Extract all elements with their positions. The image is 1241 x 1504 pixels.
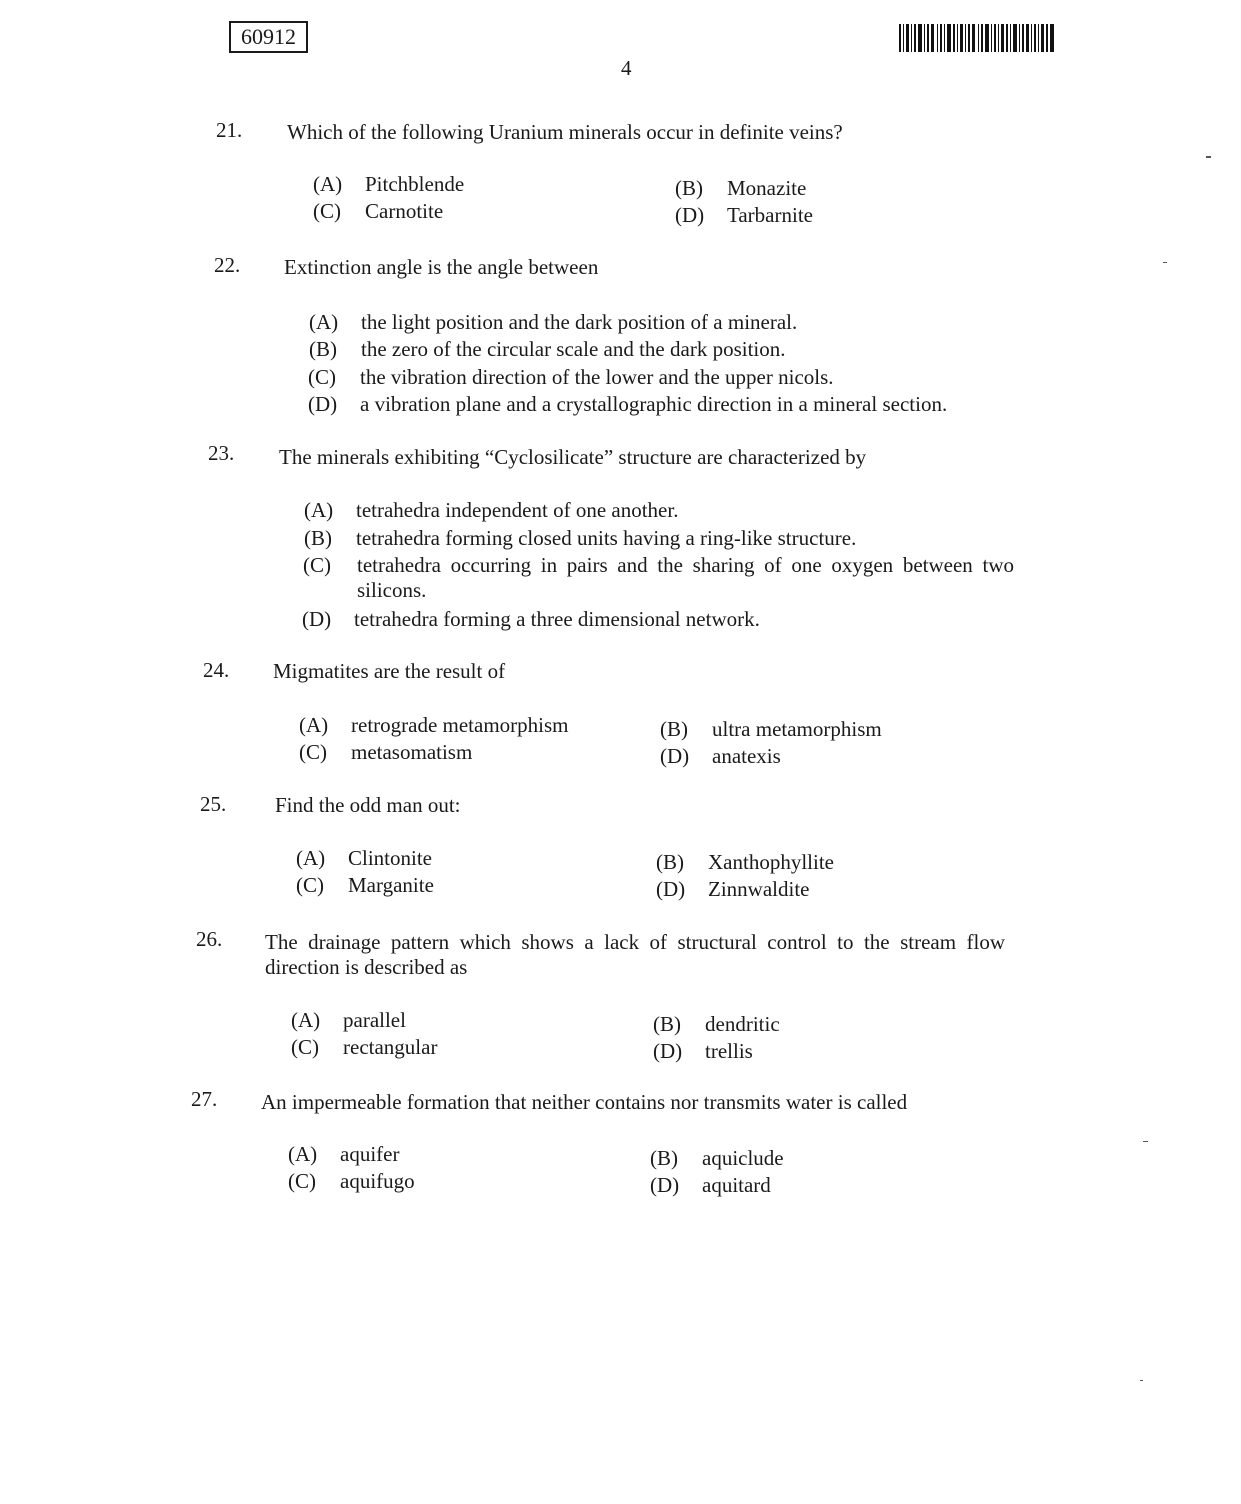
option-d: (D) Zinnwaldite xyxy=(656,877,810,901)
option-d: (D) aquitard xyxy=(650,1173,771,1197)
scan-speck xyxy=(1163,262,1167,263)
option-b: (B) Monazite xyxy=(675,176,807,200)
question-text: Which of the following Uranium minerals occur in definite veins? xyxy=(287,120,843,144)
option-c: (C) Marganite xyxy=(296,873,434,897)
option-a: (A) parallel xyxy=(291,1008,406,1032)
scan-speck xyxy=(1206,156,1211,158)
option-b: (B) Xanthophyllite xyxy=(656,850,834,874)
option-b: (B) dendritic xyxy=(653,1012,780,1036)
option-d: (D) trellis xyxy=(653,1039,753,1063)
option-c: (C) the vibration direction of the lower and the upper nicols. xyxy=(308,365,834,389)
option-b: (B) ultra metamorphism xyxy=(660,717,882,741)
question-number: 27. xyxy=(191,1087,218,1111)
question-number: 21. xyxy=(216,118,243,142)
question-number: 26. xyxy=(196,927,223,951)
option-b: (B) aquiclude xyxy=(650,1146,784,1170)
question-text: The drainage pattern which shows a lack of structural control to the stream flow direction is described as xyxy=(265,930,1005,979)
question-number: 23. xyxy=(208,441,235,465)
option-c: (C) rectangular xyxy=(291,1035,438,1059)
paper-code: 60912 xyxy=(229,21,308,53)
question-number: 25. xyxy=(200,792,227,816)
question-text: Extinction angle is the angle between xyxy=(284,255,599,279)
question-number: 22. xyxy=(214,253,241,277)
option-a: (A) the light position and the dark position of a mineral. xyxy=(309,310,798,334)
option-a: (A) retrograde metamorphism xyxy=(299,713,569,737)
question-text: An impermeable formation that neither contains nor transmits water is called xyxy=(261,1090,908,1114)
page-number: 4 xyxy=(621,56,632,80)
option-d: (D) a vibration plane and a crystallographic direction in a mineral section. xyxy=(308,392,948,416)
option-a: (A) Pitchblende xyxy=(313,172,465,196)
option-d: (D) tetrahedra forming a three dimensional network. xyxy=(302,607,760,631)
scan-speck xyxy=(1143,1141,1148,1142)
option-b: (B) tetrahedra forming closed units having a ring-like structure. xyxy=(304,526,857,550)
option-b: (B) the zero of the circular scale and the dark position. xyxy=(309,337,786,361)
barcode xyxy=(899,24,1054,52)
option-c: (C) Carnotite xyxy=(313,199,444,223)
option-c: (C) metasomatism xyxy=(299,740,473,764)
option-c: (C) aquifugo xyxy=(288,1169,415,1193)
question-text: The minerals exhibiting “Cyclosilicate” structure are characterized by xyxy=(279,445,867,469)
scan-speck xyxy=(1140,1380,1143,1381)
option-a: (A) tetrahedra independent of one another. xyxy=(304,498,679,522)
option-a: (A) Clintonite xyxy=(296,846,432,870)
option-a: (A) aquifer xyxy=(288,1142,400,1166)
option-d: (D) Tarbarnite xyxy=(675,203,813,227)
question-text: Migmatites are the result of xyxy=(273,659,506,683)
option-c: (C) tetrahedra occurring in pairs and the sharing of one oxygen between two silicons. xyxy=(303,553,1014,602)
question-text: Find the odd man out: xyxy=(275,793,461,817)
option-d: (D) anatexis xyxy=(660,744,781,768)
question-number: 24. xyxy=(203,658,230,682)
